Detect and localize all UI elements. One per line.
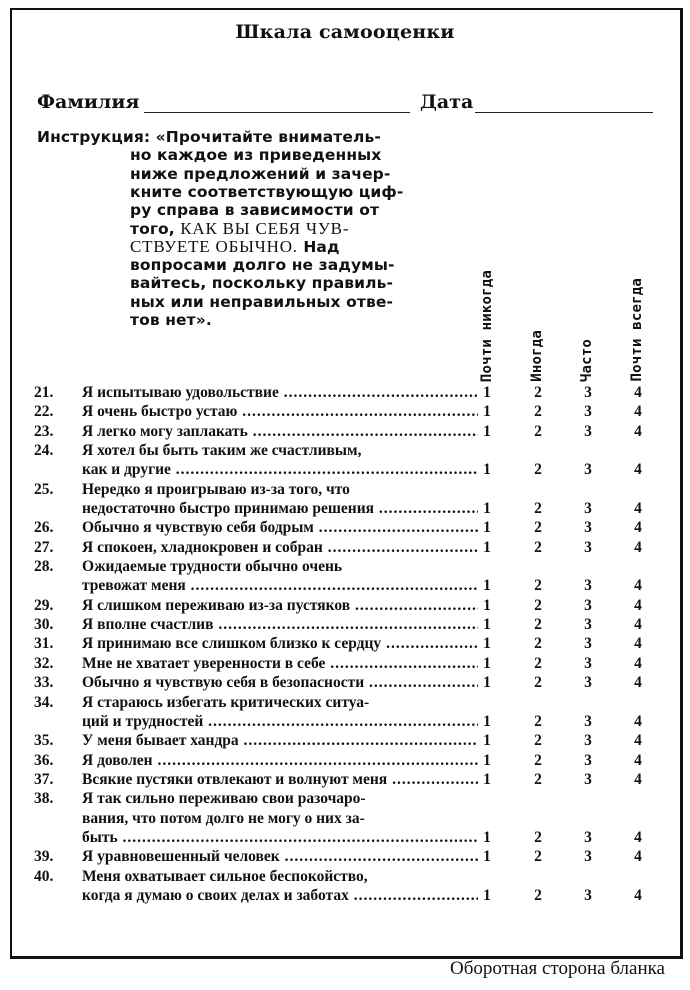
item-text: Меня охватывает сильное беспокойство, xyxy=(82,867,368,885)
instruction-emphasis: КАК ВЫ СЕБЯ ЧУВ- xyxy=(180,218,350,238)
scale-option-3[interactable]: 3 xyxy=(584,732,592,750)
item-number: 30. xyxy=(34,616,54,634)
table-row xyxy=(0,693,690,712)
scale-option-1[interactable]: 1 xyxy=(483,635,491,653)
item-number: 27. xyxy=(34,538,54,556)
scale-option-1[interactable]: 1 xyxy=(483,519,491,537)
instruction-line: тов нет». xyxy=(130,311,212,329)
table-row xyxy=(0,596,690,615)
scale-header-almost-never: Почти никогда xyxy=(479,269,495,382)
scale-option-2[interactable]: 2 xyxy=(534,712,542,730)
item-text: Мне не хватает уверенности в себе ..... xyxy=(82,654,478,673)
item-number: 24. xyxy=(34,442,54,460)
scale-option-1[interactable]: 1 xyxy=(483,616,491,634)
instruction-lead: Инструкция: «Прочитайте вниматель- xyxy=(37,128,381,146)
scale-option-1[interactable]: 1 xyxy=(483,500,491,518)
item-text: Я так сильно переживаю свои разочаро- xyxy=(82,790,366,808)
scale-option-4[interactable]: 4 xyxy=(634,500,642,518)
instruction-line: кните соответствующую циф- xyxy=(130,182,404,201)
instruction-text-fragment: того, xyxy=(130,219,181,238)
table-row xyxy=(0,867,690,886)
scale-option-2[interactable]: 2 xyxy=(534,500,542,518)
scale-option-1[interactable]: 1 xyxy=(483,886,491,904)
item-text: Я спокоен, хладнокровен и собран ..... xyxy=(82,538,478,557)
scale-option-2[interactable]: 2 xyxy=(534,635,542,653)
scale-option-4[interactable]: 4 xyxy=(634,403,642,421)
surname-field[interactable] xyxy=(144,112,410,113)
item-text: Я принимаю все слишком близко к сердцу ..... xyxy=(82,634,478,653)
table-row xyxy=(0,654,690,673)
item-text: Я хотел бы быть таким же счастливым, xyxy=(82,442,362,460)
item-text: когда я думаю о своих делах и заботах ..... xyxy=(82,886,478,905)
footer-caption: Оборотная сторона бланка xyxy=(449,958,665,979)
form-title: Шкала самооценки xyxy=(235,21,455,43)
item-number: 33. xyxy=(34,674,54,692)
table-row xyxy=(0,886,690,905)
scale-option-2[interactable]: 2 xyxy=(534,770,542,788)
item-text: тревожат меня ..... xyxy=(82,576,478,595)
table-row xyxy=(0,615,690,634)
scale-option-2[interactable]: 2 xyxy=(534,751,542,769)
scale-option-4[interactable]: 4 xyxy=(634,886,642,904)
scale-option-2[interactable]: 2 xyxy=(534,538,542,556)
scale-option-4[interactable]: 4 xyxy=(634,654,642,672)
scale-option-2[interactable]: 2 xyxy=(534,461,542,479)
scale-option-1[interactable]: 1 xyxy=(483,770,491,788)
scale-option-3[interactable]: 3 xyxy=(584,461,592,479)
scale-option-3[interactable]: 3 xyxy=(584,828,592,846)
instruction-line: но каждое из приведенных xyxy=(130,146,382,165)
item-number: 23. xyxy=(34,422,54,440)
scale-option-4[interactable]: 4 xyxy=(634,635,642,653)
scale-option-2[interactable]: 2 xyxy=(534,577,542,595)
scale-option-3[interactable]: 3 xyxy=(584,674,592,692)
scale-option-1[interactable]: 1 xyxy=(483,422,491,440)
scale-option-1[interactable]: 1 xyxy=(483,732,491,750)
table-row xyxy=(0,847,690,866)
scale-option-1[interactable]: 1 xyxy=(483,654,491,672)
surname-label: Фамилия xyxy=(37,91,140,113)
item-text: вания, что потом долго не могу о них за- xyxy=(82,809,365,827)
item-text: Я легко могу заплакать ..... xyxy=(82,422,478,441)
item-number: 40. xyxy=(34,867,54,885)
item-text: Обычно я чувствую себя бодрым ..... xyxy=(82,518,478,537)
date-field[interactable] xyxy=(475,112,653,113)
item-number: 35. xyxy=(34,732,54,750)
scale-option-4[interactable]: 4 xyxy=(634,770,642,788)
scale-option-3[interactable]: 3 xyxy=(584,384,592,401)
scale-option-4[interactable]: 4 xyxy=(634,596,642,614)
instruction-emphasis: СТВУЕТЕ ОБЫЧНО. xyxy=(130,236,298,256)
scale-option-3[interactable]: 3 xyxy=(584,500,592,518)
scale-option-4[interactable]: 4 xyxy=(634,384,642,401)
item-number: 37. xyxy=(34,770,54,788)
scale-option-4[interactable]: 4 xyxy=(634,461,642,479)
item-text: ций и трудностей ..... xyxy=(82,712,478,731)
scale-option-4[interactable]: 4 xyxy=(634,577,642,595)
scale-option-2[interactable]: 2 xyxy=(534,384,542,401)
scale-option-3[interactable]: 3 xyxy=(584,712,592,730)
scale-option-4[interactable]: 4 xyxy=(634,616,642,634)
scale-option-3[interactable]: 3 xyxy=(584,403,592,421)
table-row xyxy=(0,422,690,441)
table-row xyxy=(0,634,690,653)
scale-headers xyxy=(0,200,690,382)
scale-option-4[interactable]: 4 xyxy=(634,538,642,556)
table-row xyxy=(0,751,690,770)
scale-header-sometimes: Иногда xyxy=(529,330,545,382)
item-number: 25. xyxy=(34,480,54,498)
scale-option-2[interactable]: 2 xyxy=(534,403,542,421)
item-number: 29. xyxy=(34,596,54,614)
scale-option-4[interactable]: 4 xyxy=(634,519,642,537)
scale-option-2[interactable]: 2 xyxy=(534,596,542,614)
scale-option-3[interactable]: 3 xyxy=(584,616,592,634)
item-text: Я вполне счастлив ..... xyxy=(82,615,478,634)
table-row xyxy=(0,809,690,828)
scale-option-2[interactable]: 2 xyxy=(534,422,542,440)
scale-option-2[interactable]: 2 xyxy=(534,828,542,846)
scale-option-1[interactable]: 1 xyxy=(483,712,491,730)
table-row xyxy=(0,731,690,750)
table-row xyxy=(0,789,690,808)
instruction-line: ниже предложений и зачер- xyxy=(130,164,391,183)
scale-option-3[interactable]: 3 xyxy=(584,538,592,556)
item-text: Я слишком переживаю из-за пустяков ..... xyxy=(82,596,478,615)
item-text: Я доволен ..... xyxy=(82,751,478,770)
scale-option-4[interactable]: 4 xyxy=(634,712,642,730)
item-text: Я уравновешенный человек ..... xyxy=(82,847,478,866)
scale-option-2[interactable]: 2 xyxy=(534,732,542,750)
scale-option-4[interactable]: 4 xyxy=(634,848,642,866)
scale-option-1[interactable]: 1 xyxy=(483,828,491,846)
item-text: недостаточно быстро принимаю решения ..... xyxy=(82,499,478,518)
item-number: 26. xyxy=(34,519,54,537)
scale-option-1[interactable]: 1 xyxy=(483,674,491,692)
scale-option-2[interactable]: 2 xyxy=(534,616,542,634)
scale-option-2[interactable]: 2 xyxy=(534,886,542,904)
table-row xyxy=(0,460,690,479)
scale-option-3[interactable]: 3 xyxy=(584,422,592,440)
item-text: Ожидаемые трудности обычно очень xyxy=(82,558,343,576)
scale-header-often: Часто xyxy=(579,338,595,382)
item-number: 34. xyxy=(34,693,54,711)
item-text: Я стараюсь избегать критических ситуа- xyxy=(82,693,370,711)
item-text: Всякие пустяки отвлекают и волнуют меня ..... xyxy=(82,770,478,789)
scale-option-1[interactable]: 1 xyxy=(483,848,491,866)
table-row xyxy=(0,538,690,557)
instruction-line: ру справа в зависимости от xyxy=(130,201,380,220)
item-text: Обычно я чувствую себя в безопасности ..... xyxy=(82,673,478,692)
instruction-text-fragment: Над xyxy=(297,237,340,256)
scale-option-1[interactable]: 1 xyxy=(483,538,491,556)
scale-option-4[interactable]: 4 xyxy=(634,828,642,846)
scale-option-2[interactable]: 2 xyxy=(534,674,542,692)
scale-option-4[interactable]: 4 xyxy=(634,732,642,750)
scale-option-3[interactable]: 3 xyxy=(584,654,592,672)
instruction-line: вайтесь, поскольку правиль- xyxy=(130,274,394,293)
scale-option-2[interactable]: 2 xyxy=(534,848,542,866)
item-text: У меня бывает хандра ..... xyxy=(82,731,478,750)
scale-option-3[interactable]: 3 xyxy=(584,770,592,788)
table-row xyxy=(0,441,690,460)
scale-option-2[interactable]: 2 xyxy=(534,654,542,672)
scale-option-3[interactable]: 3 xyxy=(584,519,592,537)
item-text: Я очень быстро устаю ..... xyxy=(82,402,478,421)
item-number: 38. xyxy=(34,790,54,808)
item-number: 39. xyxy=(34,848,54,866)
scale-option-3[interactable]: 3 xyxy=(584,848,592,866)
item-number: 28. xyxy=(34,558,54,576)
scale-option-1[interactable]: 1 xyxy=(483,577,491,595)
scale-header-almost-always: Почти всегда xyxy=(629,278,645,382)
scale-option-4[interactable]: 4 xyxy=(634,751,642,769)
item-text: Нередко я проигрываю из-за того, что xyxy=(82,480,350,498)
table-row xyxy=(0,499,690,518)
scale-option-3[interactable]: 3 xyxy=(584,751,592,769)
item-number: 36. xyxy=(34,751,54,769)
scale-option-3[interactable]: 3 xyxy=(584,577,592,595)
table-row xyxy=(0,712,690,731)
scale-option-4[interactable]: 4 xyxy=(634,422,642,440)
item-number: 22. xyxy=(34,403,54,421)
questionnaire-items xyxy=(0,383,690,905)
scale-option-1[interactable]: 1 xyxy=(483,596,491,614)
scale-option-3[interactable]: 3 xyxy=(584,886,592,904)
scale-option-1[interactable]: 1 xyxy=(483,384,491,401)
scale-option-1[interactable]: 1 xyxy=(483,461,491,479)
instruction-line: вопросами долго не задумы- xyxy=(130,256,395,275)
table-row xyxy=(0,557,690,576)
table-row xyxy=(0,518,690,537)
item-number: 32. xyxy=(34,654,54,672)
item-number: 31. xyxy=(34,635,54,653)
table-row xyxy=(0,770,690,789)
table-row xyxy=(0,383,690,402)
scale-option-3[interactable]: 3 xyxy=(584,635,592,653)
table-row xyxy=(0,480,690,499)
instruction-line: ных или неправильных отве- xyxy=(130,292,394,311)
scale-option-1[interactable]: 1 xyxy=(483,751,491,769)
table-row xyxy=(0,576,690,595)
scale-option-3[interactable]: 3 xyxy=(584,596,592,614)
date-label: Дата xyxy=(420,91,474,113)
item-text: как и другие ..... xyxy=(82,460,478,479)
scale-option-2[interactable]: 2 xyxy=(534,519,542,537)
table-row xyxy=(0,673,690,692)
scale-option-4[interactable]: 4 xyxy=(634,674,642,692)
item-text: Я испытываю удовольствие ..... xyxy=(82,383,478,402)
item-number: 21. xyxy=(34,384,54,401)
table-row xyxy=(0,828,690,847)
scale-option-1[interactable]: 1 xyxy=(483,403,491,421)
table-row xyxy=(0,402,690,421)
item-text: быть ..... xyxy=(82,828,478,847)
